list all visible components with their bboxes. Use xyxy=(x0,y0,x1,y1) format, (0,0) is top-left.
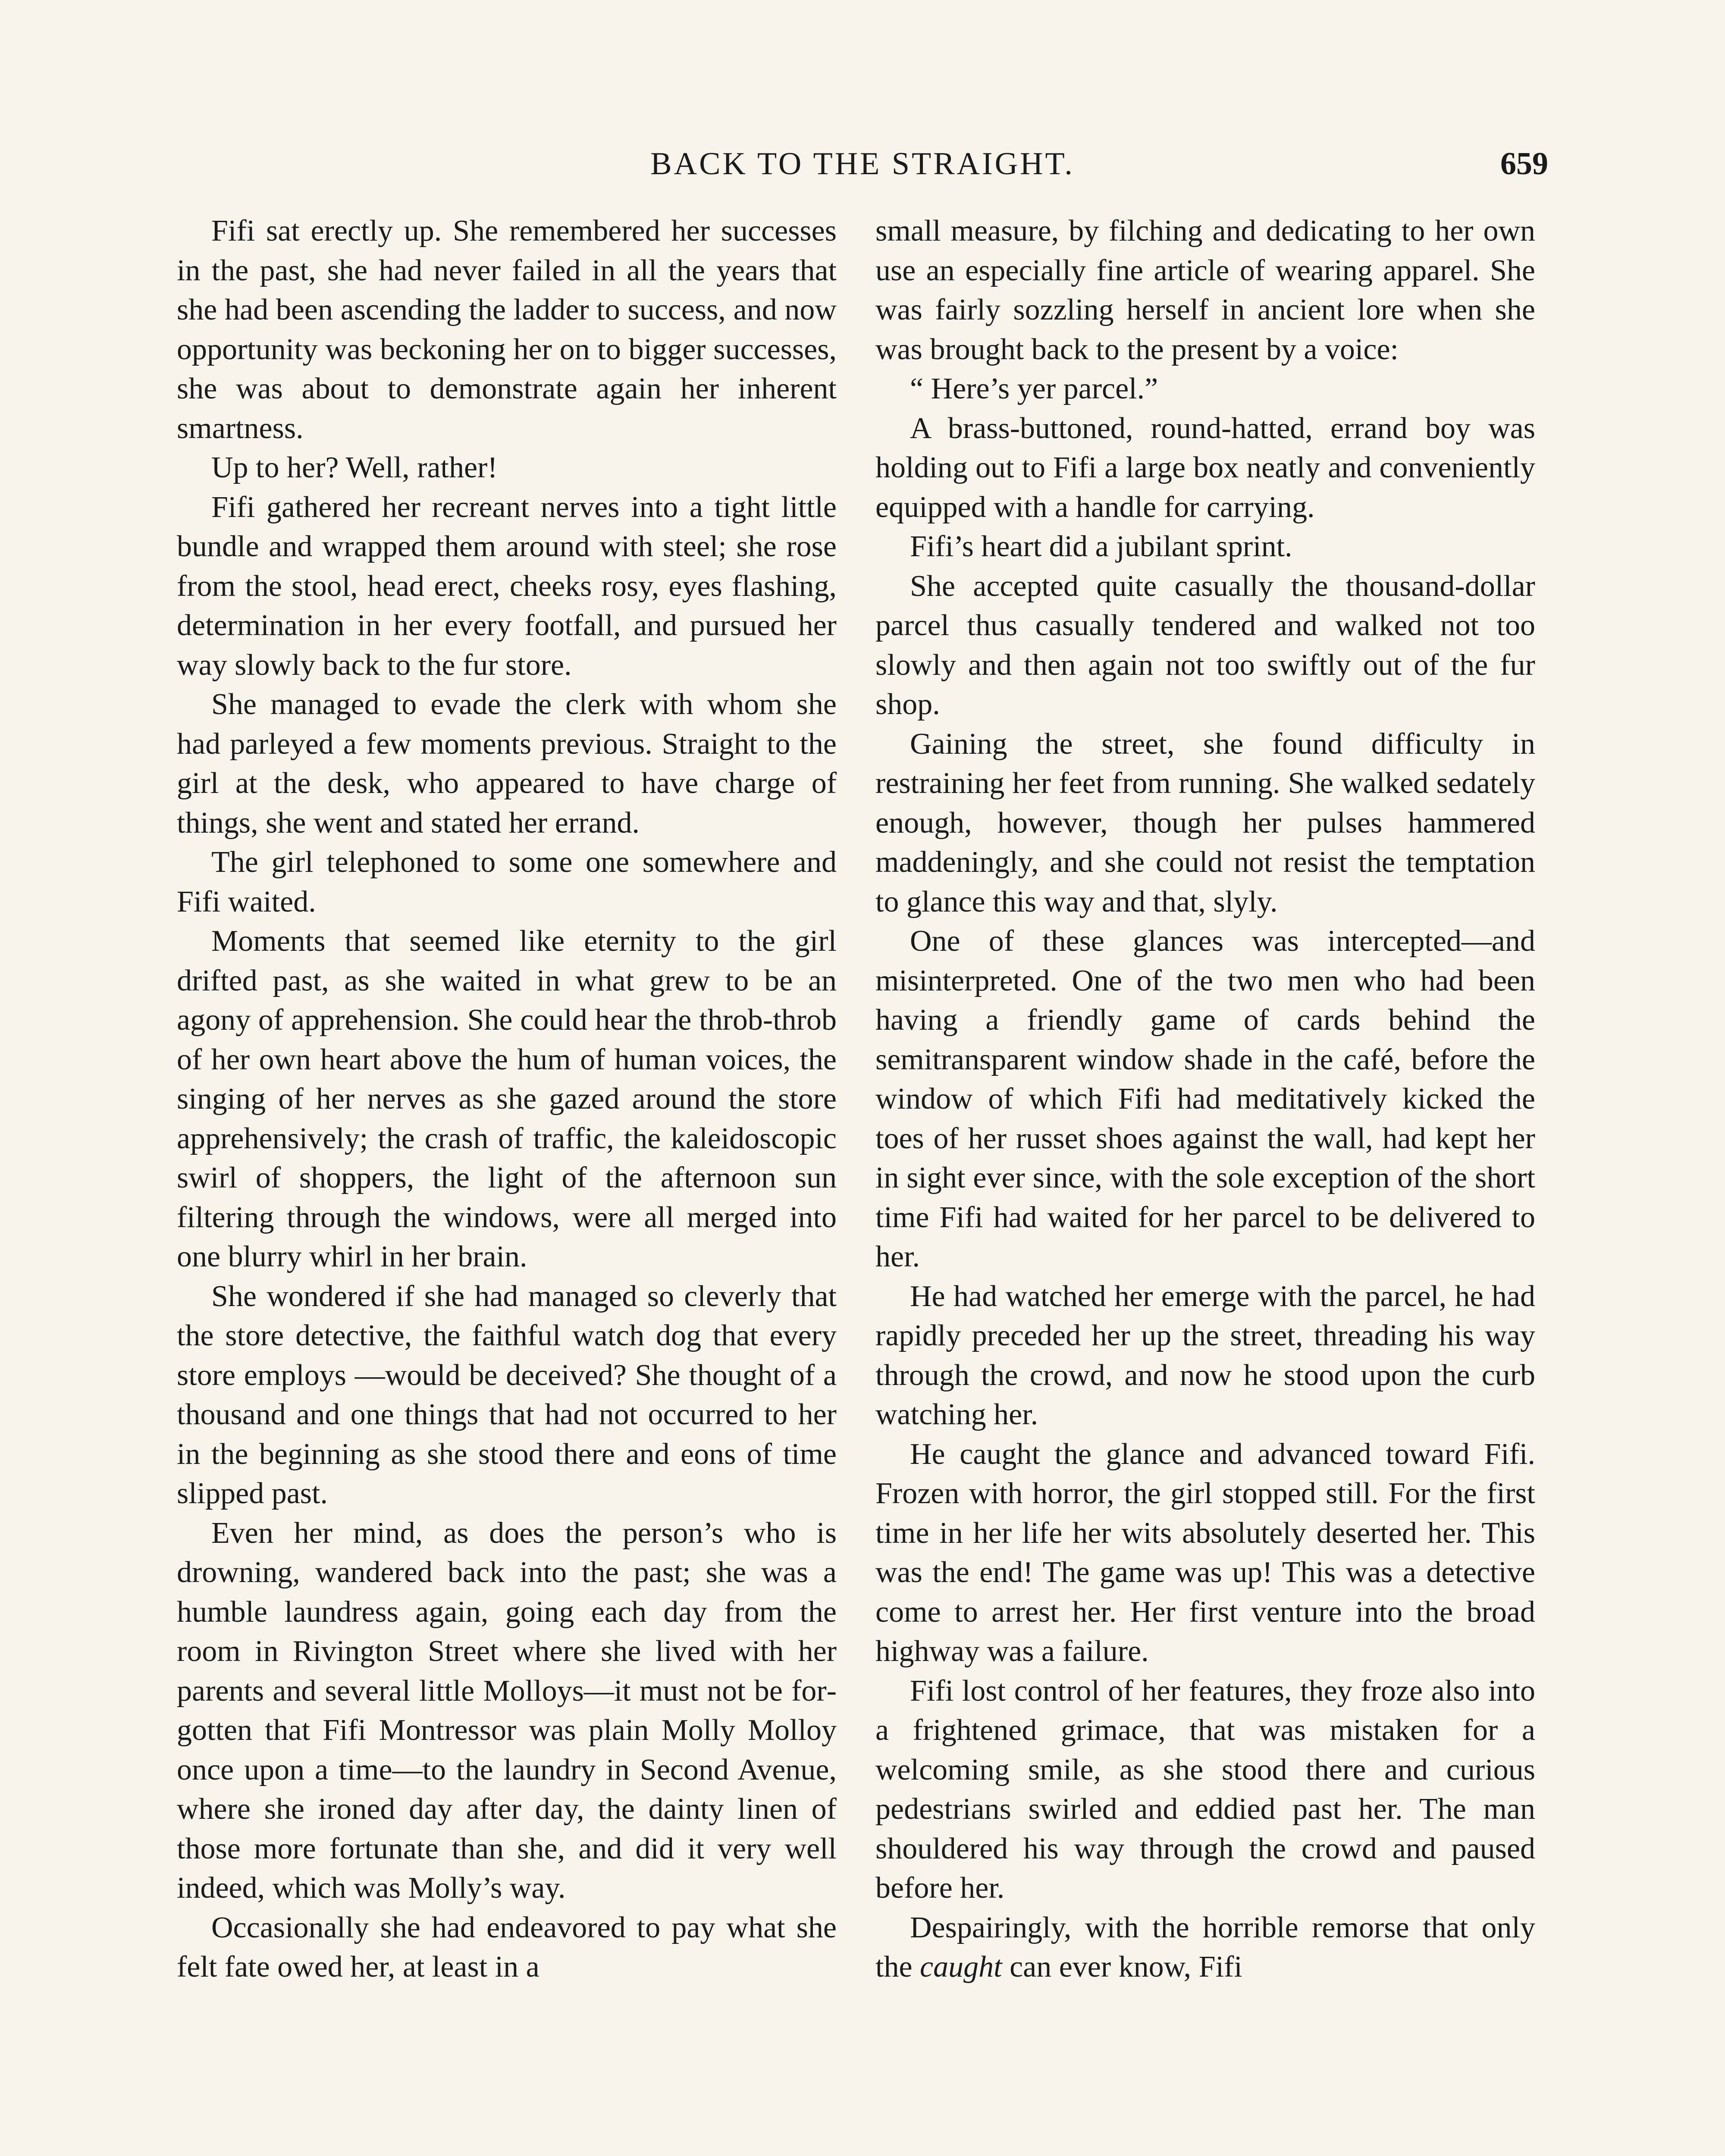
paragraph: The girl telephoned to some one somewhere and Fifi waited. xyxy=(177,846,837,918)
paragraph: Even her mind, as does the person’s who is drowning, wandered back into the past; she was a humble laundress again, going each day from the room in Rivington Street where she lived with her parents and several little Molloys—it must not be forgotten that Fifi Montressor was plain Molly Molloy once upon a time—to the laundry in Second Avenue, where she ironed day after day, the dainty linen of those more fortunate than she, and did it very well indeed, which was Molly’s way. xyxy=(177,1516,837,1905)
paragraph: A brass-buttoned, round-hatted, errand boy was holding out to Fifi a large box neatly and conveniently equipped with a handle for carrying. xyxy=(875,411,1535,524)
paragraph: She managed to evade the clerk with whom she had parleyed a few moments previous. Straight to the girl at the desk, who appeared to have charge of things, she went and stated her errand. xyxy=(177,688,837,840)
paragraph: He had watched her emerge with the parcel, he had rapidly preceded her up the street, threading his way through the crowd, and now he stood upon the curb watching her. xyxy=(875,1279,1535,1431)
paragraph: Gaining the street, she found difficulty in restraining her feet from running. She walked sedately enough, however, though her pulses hammered maddeningly, and she could not resist the temptation to glance this way and that, slyly. xyxy=(875,727,1535,918)
paragraph: “ Here’s yer parcel.” xyxy=(910,372,1158,405)
paragraph: She accepted quite casually the thousand-dollar parcel thus casually tendered and walked not too slowly and then again not too swiftly out of the fur shop. xyxy=(875,569,1535,721)
page-header xyxy=(177,140,1548,188)
paragraph: Fifi’s heart did a jubilant sprint. xyxy=(910,530,1292,563)
paragraph: One of these glances was intercepted—and misinterpreted. One of the two men who had been having a friendly game of cards behind the semitransparent window shade in the café, before the window of which Fifi had meditatively kicked the toes of her russet shoes against the wall, had kept her in sight ever since, with the sole exception of the short time Fifi had waited for her parcel to be delivered to her. xyxy=(875,924,1535,1273)
last-text-before: Despairingly, with the horrible remorse that only the xyxy=(875,1911,1535,1984)
right-column xyxy=(875,211,1535,2156)
paragraph: She wondered if she had managed so cleverly that the store detective, the faithful watch dog that every store employs —would be deceived? She thought of a thousand and one things that had not occurred to her in the beginning as she stood there and eons of time slipped past. xyxy=(177,1279,837,1510)
last-text-after: can ever know, Fifi xyxy=(1002,1950,1242,1984)
paragraph: Fifi lost control of her features, they froze also into a frightened grimace, that was mistaken for a welcoming smile, as she stood there and curious pedestrians swirled and eddied past her. The man shouldered his way through the crowd and paused before her. xyxy=(875,1674,1535,1905)
paragraph: Fifi sat erectly up. She remembered her successes in the past, she had never failed in all the years that she had been ascending the ladder to success, and now opportunity was beckoning her on to bigger successes, she was about to demonstrate again her inherent smartness. xyxy=(177,214,837,445)
paragraph: He caught the glance and advanced toward Fifi. Frozen with horror, the girl stopped still. For the first time in her life her wits absolutely deserted her. This was the end! The game was up! This was a detective come to arrest her. Her first venture into the broad highway was a failure. xyxy=(875,1437,1535,1668)
paragraph: Up to her? Well, rather! xyxy=(211,451,498,484)
paragraph: Fifi gathered her recreant nerves into a tight little bundle and wrapped them around with steel; she rose from the stool, head erect, cheeks rosy, eyes flashing, determination in her every footfall, and pursued her way slowly back to the fur store. xyxy=(177,490,837,682)
continued-paragraph: small measure, by filching and dedicating to her own use an especially fine article of wearing apparel. She was fairly sozzling herself in ancient lore when she was brought back to the present by a voice: xyxy=(875,214,1535,366)
left-column xyxy=(177,211,837,2156)
italic-word: caught xyxy=(920,1950,1002,1984)
last-paragraph xyxy=(875,1908,1535,1987)
paragraph: Occasionally she had endeavored to pay what she felt fate owed her, at least in a xyxy=(177,1911,837,1984)
running-head: BACK TO THE STRAIGHT. xyxy=(650,146,1075,182)
paragraph: Moments that seemed like eternity to the girl drifted past, as she waited in what grew to be an agony of apprehension. She could hear the throb-throb of her own heart above the hum of human voices, the singing of her nerves as she gazed around the store apprehensively; the crash of traffic, the kaleidoscopic swirl of shoppers, the light of the afternoon sun filtering through the windows, were all merged into one blurry whirl in her brain. xyxy=(177,924,837,1273)
page-number: 659 xyxy=(1500,146,1548,182)
